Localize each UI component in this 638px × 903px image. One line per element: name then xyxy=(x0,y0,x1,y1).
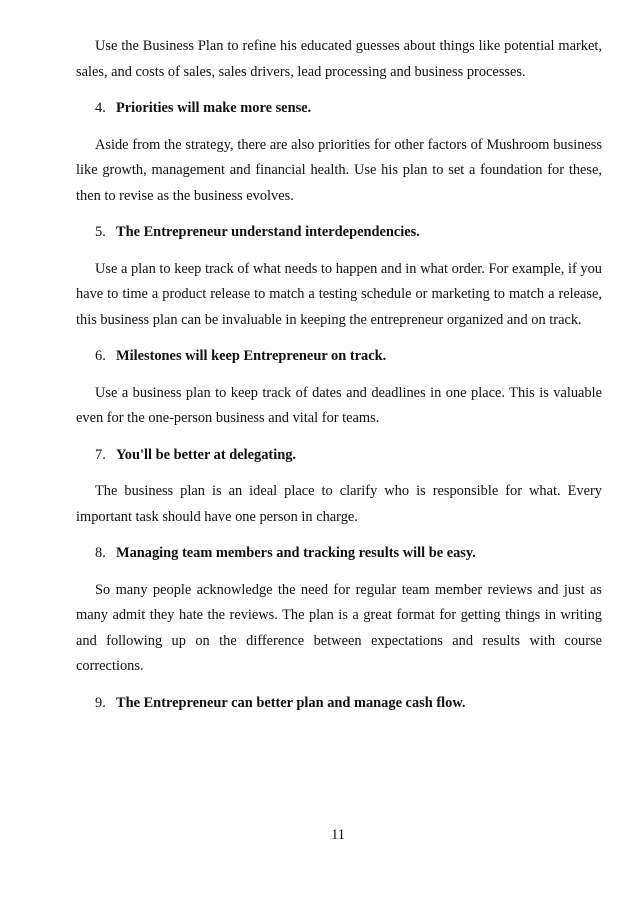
body-paragraph: Use a plan to keep track of what needs to happen and in what order. For example, if you have to time a product release to match a testing schedule or marketing to match a release, this business plan can be invaluable in keeping the entrepreneur organized and on track. xyxy=(76,260,602,328)
section-heading xyxy=(76,96,602,122)
heading-text: You'll be better at delegating. xyxy=(116,446,297,463)
section-heading xyxy=(76,443,602,469)
heading-number: 8. xyxy=(95,545,106,561)
body-paragraph: So many people acknowledge the need for regular team member reviews and just as many admit they hate the reviews. The plan is a great format for getting things in writing and following up on the difference between expectations and results with course corrections. xyxy=(76,581,602,674)
body-paragraph: The business plan is an ideal place to clarify who is responsible for what. Every important task should have one person in charge. xyxy=(76,483,602,525)
section-heading xyxy=(76,344,602,370)
heading-number: 6. xyxy=(95,348,106,364)
body-paragraph: Use the Business Plan to refine his educated guesses about things like potential market, sales, and costs of sales, sales drivers, lead processing and business processes. xyxy=(76,38,602,80)
heading-number: 4. xyxy=(95,100,106,116)
page-body xyxy=(76,34,602,727)
heading-text: The Entrepreneur can better plan and manage cash flow. xyxy=(116,694,466,711)
heading-number: 7. xyxy=(95,446,106,463)
section-heading xyxy=(76,220,602,246)
heading-text: The Entrepreneur understand interdependencies. xyxy=(116,224,420,240)
heading-text: Managing team members and tracking results will be easy. xyxy=(116,545,476,561)
section-heading xyxy=(76,541,602,567)
heading-text: Priorities will make more sense. xyxy=(116,100,312,116)
body-paragraph: Use a business plan to keep track of dates and deadlines in one place. This is valuable even for the one-person business and vital for teams. xyxy=(76,384,602,426)
section-heading xyxy=(76,691,602,717)
heading-number: 9. xyxy=(95,694,106,711)
heading-text: Milestones will keep Entrepreneur on track. xyxy=(116,348,387,364)
body-paragraph: Aside from the strategy, there are also priorities for other factors of Mushroom business like growth, management and financial health. Use his plan to set a foundation for these, then to revise as the business evolves. xyxy=(76,136,602,204)
heading-number: 5. xyxy=(95,224,106,240)
page-number: 11 xyxy=(331,827,345,843)
